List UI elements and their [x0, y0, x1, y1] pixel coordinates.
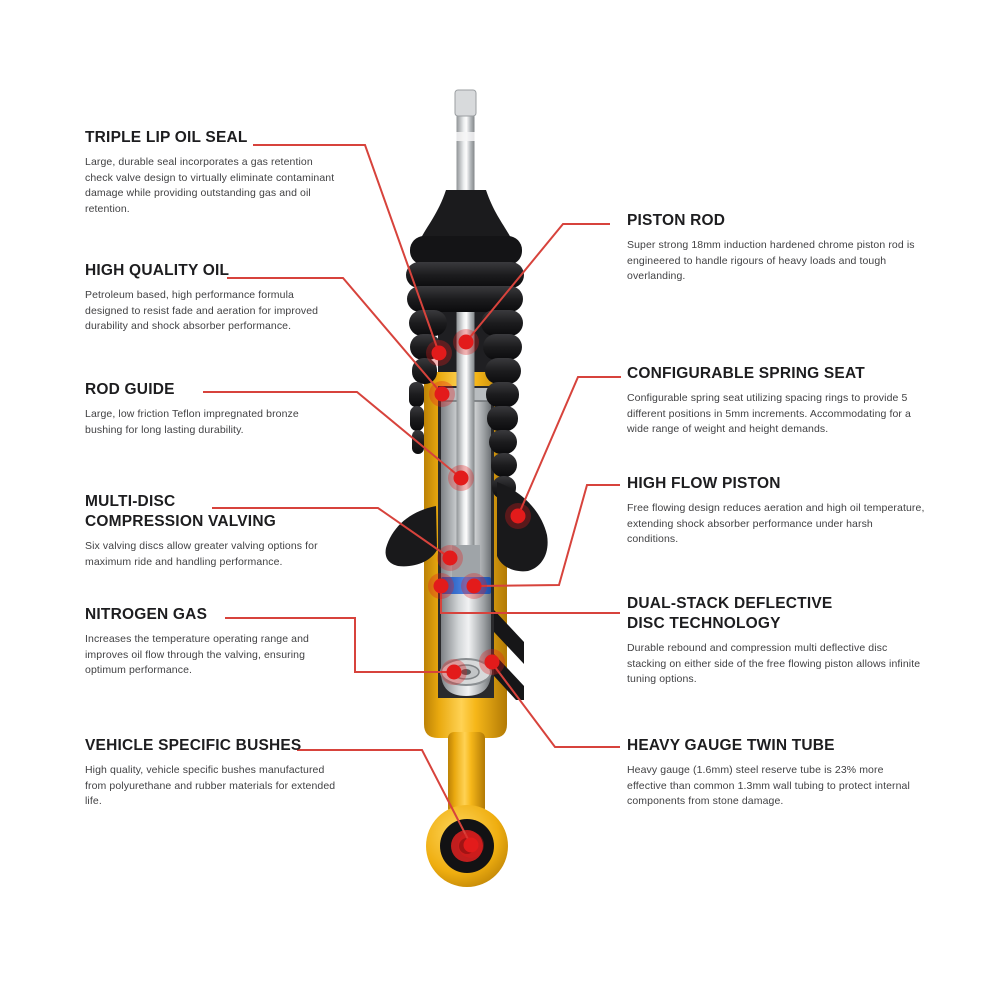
marker-dual-stack — [428, 573, 454, 599]
callout-description: Durable rebound and compression multi deflective disc stacking on either side of the free flowing piston allows infinite tuning options. — [627, 642, 921, 685]
callout-description: High quality, vehicle specific bushes manufactured from polyurethane and rubber materials for extended life. — [85, 764, 336, 807]
rod-threaded-tip — [455, 90, 476, 116]
callout-rod-guide — [85, 380, 337, 438]
callout-piston-rod — [627, 211, 925, 285]
callout-high-flow-piston — [627, 474, 925, 548]
callout-triple-lip-oil-seal — [85, 128, 337, 217]
callout-nitrogen-gas — [85, 605, 337, 679]
callout-title: PISTON ROD — [627, 212, 726, 229]
callout-title: MULTI-DISC COMPRESSION VALVING — [85, 493, 276, 530]
callout-vehicle-specific-bushes — [85, 736, 337, 810]
callout-title: HIGH FLOW PISTON — [627, 475, 781, 492]
marker-nitrogen-gas — [441, 659, 467, 685]
marker-piston-rod — [453, 329, 479, 355]
marker-vehicle-bushes — [458, 832, 484, 858]
callout-description: Six valving discs allow greater valving options for maximum ride and handling performance. — [85, 540, 318, 568]
callout-high-quality-oil — [85, 261, 337, 335]
callout-description: Increases the temperature operating range and improves oil flow through the valving, ensuring optimum performance. — [85, 633, 309, 676]
leader-spring-seat — [518, 377, 621, 516]
callout-description: Free flowing design reduces aeration and high oil temperature, extending shock absorber performance under harsh conditions. — [627, 502, 925, 545]
marker-heavy-gauge — [479, 649, 505, 675]
callout-description: Large, durable seal incorporates a gas retention check valve design to virtually eliminate contaminant damage while providing outstanding gas and oil retention. — [85, 156, 335, 215]
marker-triple-lip-oil-seal — [426, 340, 452, 366]
callout-heavy-gauge-twin-tube — [627, 736, 925, 810]
marker-rod-guide — [448, 465, 474, 491]
callout-configurable-spring-seat — [627, 364, 925, 438]
callout-title: HEAVY GAUGE TWIN TUBE — [627, 737, 835, 754]
marker-high-quality-oil — [429, 381, 455, 407]
callout-description: Large, low friction Teflon impregnated bronze bushing for long lasting durability. — [85, 408, 299, 436]
callout-title: VEHICLE SPECIFIC BUSHES — [85, 737, 302, 754]
callout-title: NITROGEN GAS — [85, 606, 208, 623]
callout-title: ROD GUIDE — [85, 381, 175, 398]
callout-dual-stack-deflective-disc-technology — [627, 594, 925, 688]
marker-spring-seat — [505, 503, 531, 529]
callout-description: Configurable spring seat utilizing spacing rings to provide 5 different positions in 5mm increments. Accommodating for a wide range of weight and height demands. — [627, 392, 911, 435]
callout-description: Petroleum based, high performance formula designed to resist fade and aeration for improved durability and shock absorber performance. — [85, 289, 319, 332]
callout-title: HIGH QUALITY OIL — [85, 262, 230, 279]
callout-multi-disc-compression-valving — [85, 492, 337, 570]
callout-description: Heavy gauge (1.6mm) steel reserve tube is 23% more effective than common 1.3mm wall tubing to protect internal components from stone damage. — [627, 764, 910, 807]
lower-shaft — [448, 732, 485, 814]
callout-description: Super strong 18mm induction hardened chrome piston rod is engineered to handle rigours of heavy loads and tough overlanding. — [627, 239, 915, 282]
bump-stop-cone — [420, 190, 512, 240]
callout-title: DUAL-STACK DEFLECTIVE DISC TECHNOLOGY — [627, 595, 833, 632]
callout-title: TRIPLE LIP OIL SEAL — [85, 129, 248, 146]
marker-multi-disc — [437, 545, 463, 571]
bump-stop-disc — [410, 236, 522, 265]
marker-high-flow-piston — [461, 573, 487, 599]
callout-title: CONFIGURABLE SPRING SEAT — [627, 365, 865, 382]
